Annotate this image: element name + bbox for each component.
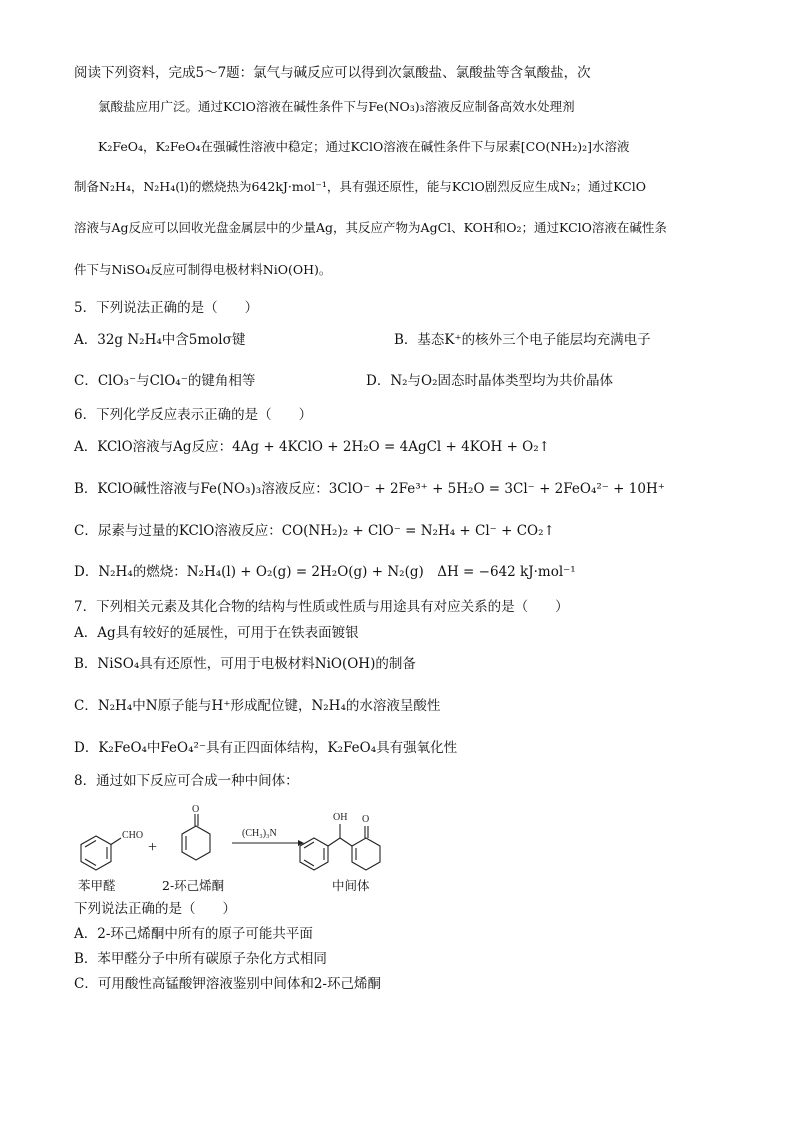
caption-intermediate: 中间体: [332, 878, 370, 893]
plus-sign: +: [148, 839, 158, 856]
passage-line-5: 溶液与Ag反应可以回收光盘金属层中的少量Ag，其反应产物为AgCl、KOH和O₂；通过KClO溶液在碱性条: [74, 220, 667, 235]
q5-stem: 5．下列说法正确的是（ ）: [74, 300, 259, 316]
q5-row-ab: [74, 331, 714, 349]
passage-line-1: 阅读下列资料，完成5～7题：氯气与碱反应可以得到次氯酸盐、氯酸盐等含氧酸盐，次: [74, 65, 591, 81]
q5-option-a: A．32g N₂H₄中含5molσ键: [74, 332, 246, 348]
q7-option-c: C．N₂H₄中N原子能与H⁺形成配位键，N₂H₄的水溶液呈酸性: [74, 698, 441, 714]
passage-line-3: K₂FeO₄，K₂FeO₄在强碱性溶液中稳定；通过KClO溶液在碱性条件下与尿素[CO(NH₂)₂]水溶液: [98, 139, 630, 154]
intermediate-oxygen: O: [362, 814, 370, 825]
q5-row-cd: [74, 372, 714, 390]
q8-option-b: B．苯甲醛分子中所有碳原子杂化方式相同: [74, 951, 327, 967]
q5-option-c: C．ClO₃⁻与ClO₄⁻的键角相等: [74, 373, 256, 389]
passage-line-4: 制备N₂H₄，N₂H₄(l)的燃烧热为642kJ·mol⁻¹，具有强还原性，能与KClO剧烈反应生成N₂；通过KClO: [74, 179, 646, 194]
q8-option-a: A．2-环己烯酮中所有的原子可能共平面: [74, 926, 313, 942]
cho-bond: [111, 838, 121, 845]
q8-ask: 下列说法正确的是（ ）: [74, 901, 236, 917]
q8-stem: 8．通过如下反应可合成一种中间体：: [74, 773, 299, 789]
passage-line-6: 件下与NiSO₄反应可制得电极材料NiO(OH)。: [74, 262, 332, 277]
q7-stem: 7．下列相关元素及其化合物的结构与性质或性质与用途具有对应关系的是（ ）: [74, 599, 569, 615]
q7-option-d: D．K₂FeO₄中FeO₄²⁻具有正四面体结构，K₂FeO₄具有强氧化性: [74, 740, 458, 756]
q6-option-a: A．KClO溶液与Ag反应：4Ag + 4KClO + 2H₂O = 4AgCl + 4KOH + O₂↑: [74, 439, 550, 455]
q7-option-b: B．NiSO₄具有还原性，可用于电极材料NiO(OH)的制备: [74, 656, 416, 672]
caption-cyclohexenone: 2-环己烯酮: [162, 878, 225, 893]
q6-stem: 6．下列化学反应表示正确的是（ ）: [74, 407, 313, 423]
q6-option-c: C．尿素与过量的KClO溶液反应：CO(NH₂)₂ + ClO⁻ = N₂H₄ + Cl⁻ + CO₂↑: [74, 523, 555, 539]
q5-option-b: B．基态K⁺的核外三个电子能层均充满电子: [394, 332, 651, 348]
q6-option-d: D．N₂H₄的燃烧：N₂H₄(l) + O₂(g) = 2H₂O(g) + N₂(g) ΔH = −642 kJ·mol⁻¹: [74, 564, 576, 580]
q6-option-b: B．KClO碱性溶液与Fe(NO₃)₃溶液反应：3ClO⁻ + 2Fe³⁺ + 5H₂O = 3Cl⁻ + 2FeO₄²⁻ + 10H⁺: [74, 481, 665, 497]
cyclohexenone-oxygen: O: [192, 804, 200, 815]
q8-option-c: C．可用酸性高锰酸钾溶液鉴别中间体和2-环己烯酮: [74, 976, 381, 992]
cho-label: CHO: [122, 830, 144, 841]
q7-option-a: A．Ag具有较好的延展性，可用于在铁表面镀银: [74, 625, 359, 641]
q5-option-d: D．N₂与O₂固态时晶体类型均为共价晶体: [366, 373, 614, 389]
passage-line-2: 氯酸盐应用广泛。通过KClO溶液在碱性条件下与Fe(NO₃)₃溶液反应制备高效水处理剂: [98, 99, 575, 114]
intermediate-oh-label: OH: [333, 812, 348, 823]
reagent-label: (CH₃)₃N: [242, 828, 277, 839]
caption-benzaldehyde: 苯甲醛: [78, 878, 116, 893]
